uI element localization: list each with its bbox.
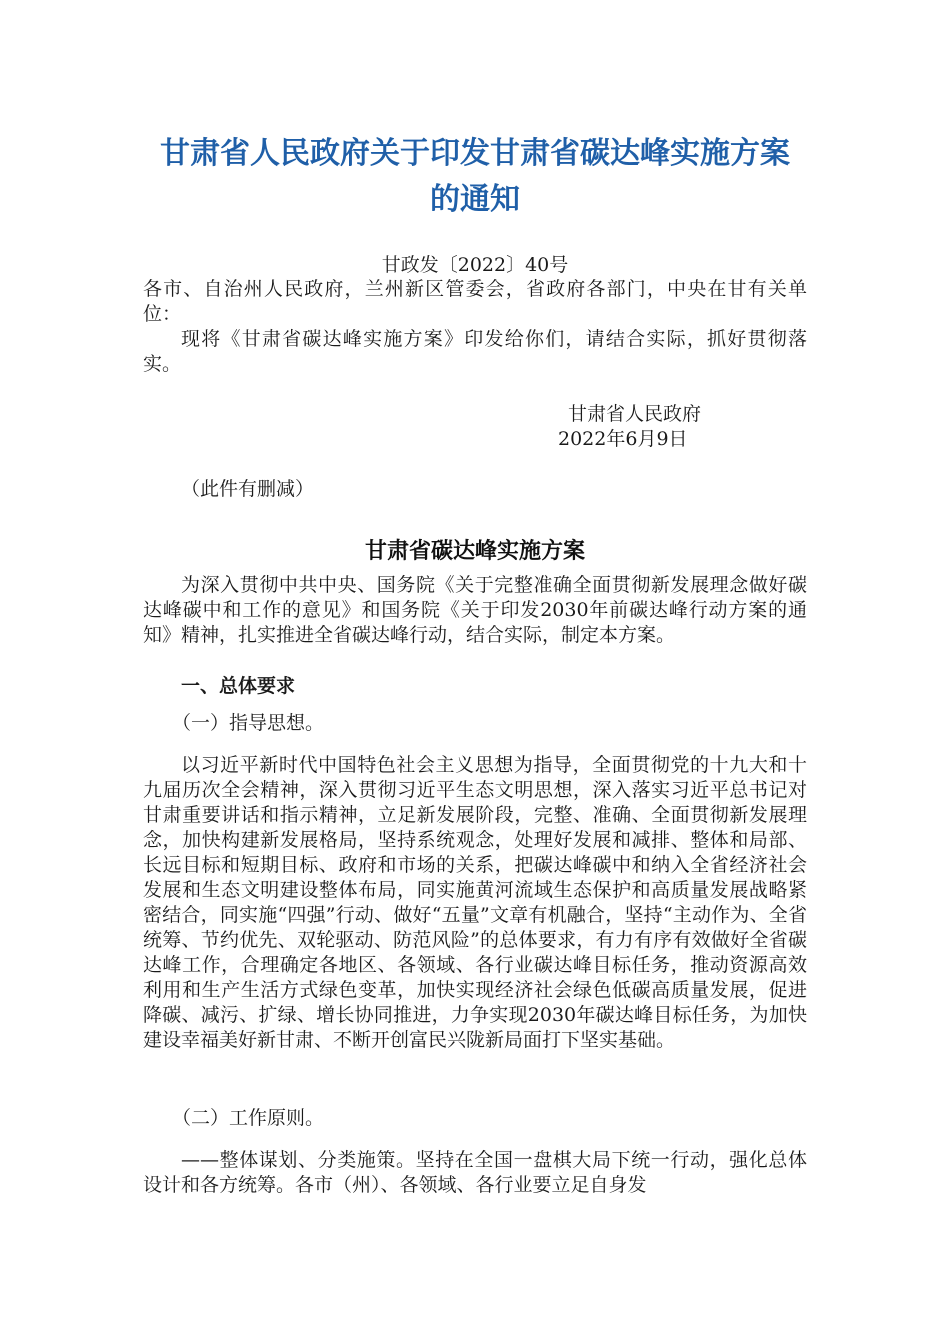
subsection-heading-1: （一）指导思想。 (172, 712, 325, 734)
notice-body: 现将《甘肃省碳达峰实施方案》印发给你们，请结合实际，抓好贯彻落实。 (143, 328, 807, 375)
plan-title: 甘肃省碳达峰实施方案 (364, 539, 585, 564)
work-principles-body: ——整体谋划、分类施策。坚持在全国一盘棋大局下统一行动，强化总体设计和各方统筹。各市（州）、各领域、各行业要立足自身发 (143, 1149, 807, 1196)
section-heading-1: 一、总体要求 (181, 675, 296, 697)
document-number: 甘政发〔2022〕40号 (381, 254, 569, 276)
guiding-thought-body: 以习近平新时代中国特色社会主义思想为指导，全面贯彻党的十九大和十九届历次全会精神，深入贯彻习近平生态文明思想，深入落实习近平总书记对甘肃重要讲话和指示精神，立足新发展阶段，完整、准确、全面贯彻新发展理念，加快构建新发展格局，坚持系统观念，处理好发展和减排、整体和局部、长远目标和短期目标、政府和市场的关系，把碳达峰碳中和纳入全省经济社会发展和生态文明建设整体布局，同实施黄河流域生态保护和高质量发展战略紧密结合，同实施“四强”行动、做好“五量”文章有机融合，坚持“主动作为、全省统筹、节约优先、双轮驱动、防范风险”的总体要求，有力有序有效做好全省碳达峰工作，合理确定各地区、各领域、各行业碳达峰目标任务，推动资源高效利用和生产生活方式绿色变革，加快实现经济社会绿色低碳高质量发展，促进降碳、减污、扩绿、增长协同推进，力争实现2030年碳达峰目标任务，为加快建设幸福美好新甘肃、不断开创富民兴陇新局面打下坚实基础。 (143, 754, 807, 1051)
document-title-line1: 甘肃省人民政府关于印发甘肃省碳达峰实施方案 (160, 136, 790, 171)
document-title-line2: 的通知 (430, 182, 520, 217)
issuer: 甘肃省人民政府 (568, 403, 702, 425)
subsection-heading-2: （二）工作原则。 (172, 1107, 325, 1129)
plan-intro: 为深入贯彻中共中央、国务院《关于完整准确全面贯彻新发展理念做好碳达峰碳中和工作的意见》和国务院《关于印发2030年前碳达峰行动方案的通知》精神，扎实推进全省碳达峰行动，结合实际，制定本方案。 (143, 574, 807, 646)
issue-date: 2022年6月9日 (558, 428, 688, 450)
deletion-note: （此件有删减） (181, 478, 315, 500)
addressees: 各市、自治州人民政府，兰州新区管委会，省政府各部门，中央在甘有关单位： (143, 278, 807, 325)
